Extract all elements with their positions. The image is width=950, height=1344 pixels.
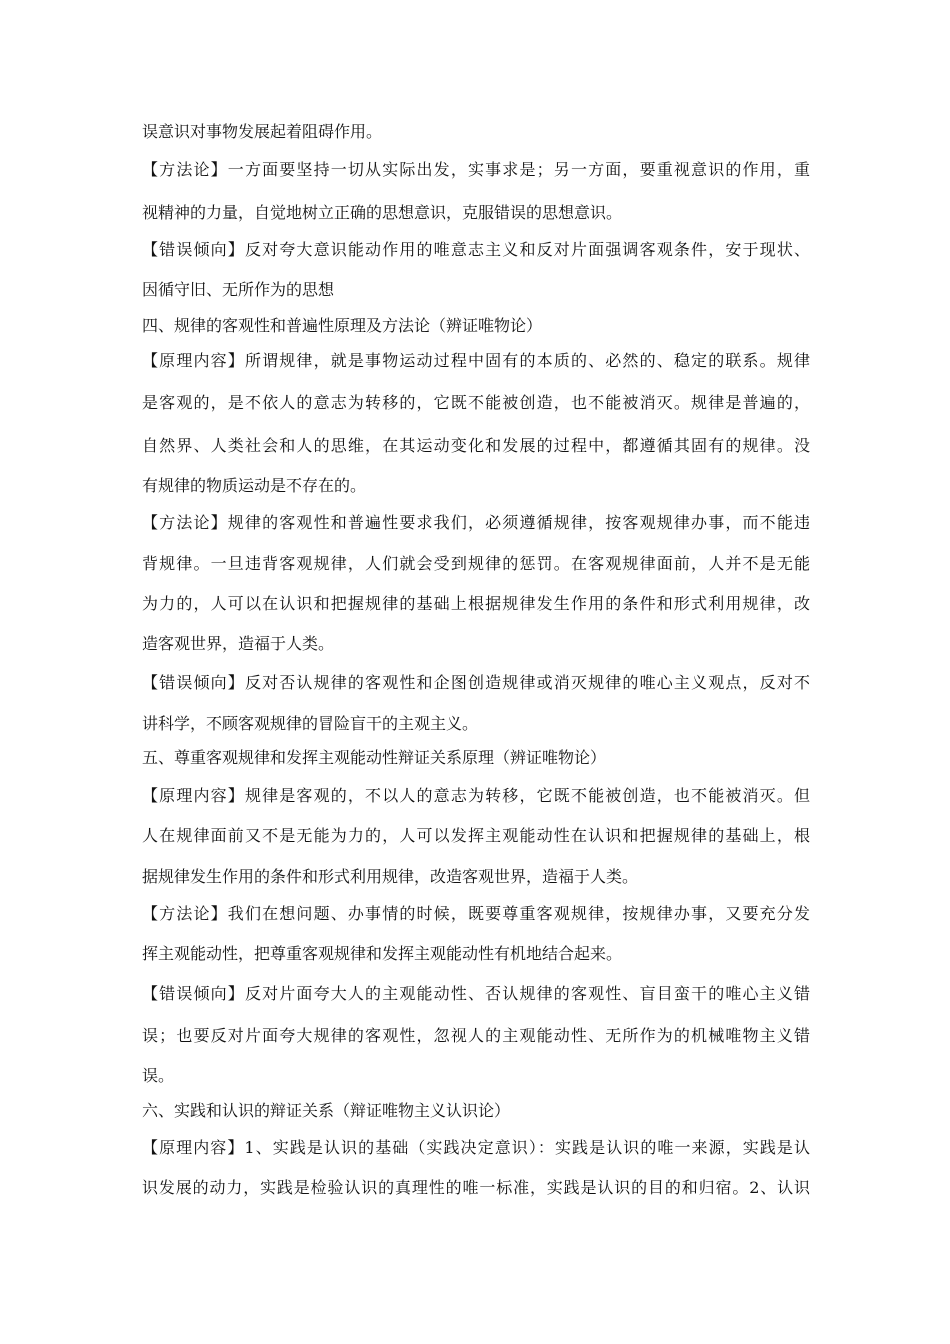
text-line: 【原理内容】1、实践是认识的基础（实践决定意识）：实践是认识的唯一来源，实践是认 bbox=[142, 1138, 810, 1157]
text-line: 【错误倾向】反对片面夸大人的主观能动性、否认规律的客观性、盲目蛮干的唯心主义错 bbox=[142, 984, 810, 1003]
text-line: 背规律。一旦违背客观规律，人们就会受到规律的惩罚。在客观规律面前，人并不是无能 bbox=[142, 554, 810, 573]
text-line: 讲科学，不顾客观规律的冒险盲干的主观主义。 bbox=[142, 714, 479, 733]
text-line: 【方法论】规律的客观性和普遍性要求我们，必须遵循规律，按客观规律办事，而不能违 bbox=[142, 513, 810, 532]
text-line: 挥主观能动性，把尊重客观规律和发挥主观能动性有机地结合起来。 bbox=[142, 944, 623, 963]
text-line: 误；也要反对片面夸大规律的客观性，忽视人的主观能动性、无所作为的机械唯物主义错 bbox=[142, 1026, 810, 1045]
text-line: 造客观世界，造福于人类。 bbox=[142, 634, 335, 653]
text-line: 误意识对事物发展起着阻碍作用。 bbox=[142, 122, 383, 141]
text-line: 【原理内容】规律是客观的，不以人的意志为转移，它既不能被创造，也不能被消灭。但 bbox=[142, 786, 810, 805]
text-line: 据规律发生作用的条件和形式利用规律，改造客观世界，造福于人类。 bbox=[142, 867, 639, 886]
text-line: 视精神的力量，自觉地树立正确的思想意识，克服错误的思想意识。 bbox=[142, 203, 623, 222]
text-line: 【原理内容】所谓规律，就是事物运动过程中固有的本质的、必然的、稳定的联系。规律 bbox=[142, 351, 810, 370]
text-line: 是客观的，是不依人的意志为转移的，它既不能被创造，也不能被消灭。规律是普遍的， bbox=[142, 393, 810, 412]
section-heading: 六、实践和认识的辩证关系（辩证唯物主义认识论） bbox=[142, 1101, 511, 1120]
text-line: 因循守旧、无所作为的思想 bbox=[142, 280, 335, 299]
text-line: 有规律的物质运动是不存在的。 bbox=[142, 476, 367, 495]
text-line: 【错误倾向】反对夸大意识能动作用的唯意志主义和反对片面强调客观条件，安于现状、 bbox=[142, 240, 810, 259]
text-line: 识发展的动力，实践是检验认识的真理性的唯一标准，实践是认识的目的和归宿。2、认识 bbox=[142, 1178, 810, 1197]
section-heading: 五、尊重客观规律和发挥主观能动性辩证关系原理（辨证唯物论） bbox=[142, 748, 607, 767]
section-heading: 四、规律的客观性和普遍性原理及方法论（辨证唯物论） bbox=[142, 316, 543, 335]
text-line: 为力的，人可以在认识和把握规律的基础上根据规律发生作用的条件和形式利用规律，改 bbox=[142, 594, 810, 613]
text-line: 人在规律面前又不是无能为力的，人可以发挥主观能动性在认识和把握规律的基础上，根 bbox=[142, 826, 810, 845]
text-line: 误。 bbox=[142, 1066, 175, 1085]
text-line: 自然界、人类社会和人的思维，在其运动变化和发展的过程中，都遵循其固有的规律。没 bbox=[142, 436, 810, 455]
text-line: 【错误倾向】反对否认规律的客观性和企图创造规律或消灭规律的唯心主义观点，反对不 bbox=[142, 673, 810, 692]
text-line: 【方法论】我们在想问题、办事情的时候，既要尊重客观规律，按规律办事，又要充分发 bbox=[142, 904, 810, 923]
text-line: 【方法论】一方面要坚持一切从实际出发，实事求是；另一方面，要重视意识的作用，重 bbox=[142, 160, 810, 179]
